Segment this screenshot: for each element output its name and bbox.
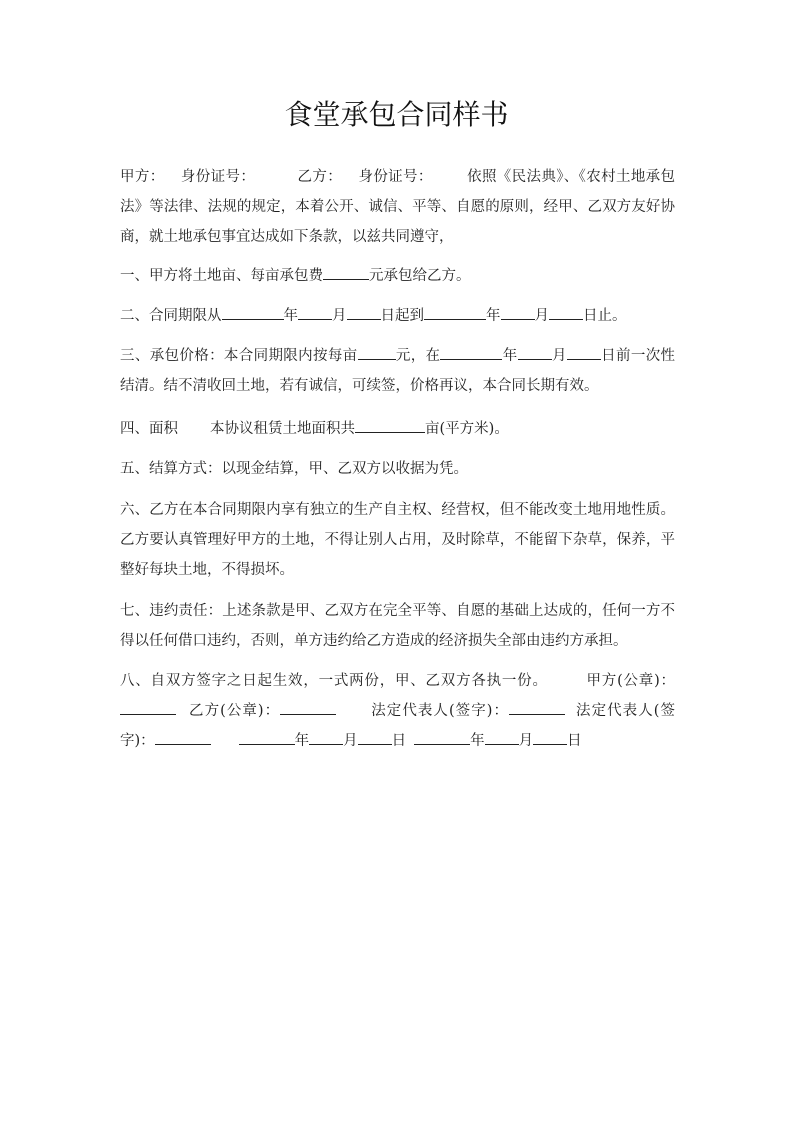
sign-b-year-label: 年 <box>470 733 485 749</box>
end-day-blank[interactable] <box>549 304 583 320</box>
clause-5 <box>120 454 675 484</box>
clause-6 <box>120 495 675 585</box>
end-year-label: 年 <box>486 308 501 324</box>
sign-b-year-blank[interactable] <box>414 729 470 745</box>
start-month-blank[interactable] <box>298 304 332 320</box>
start-year-blank[interactable] <box>222 304 284 320</box>
sign-a-year-blank[interactable] <box>239 729 295 745</box>
price-blank[interactable] <box>358 344 396 360</box>
intro-text: 依照《民法典》、《农村土地承包法》等法律、法规的规定，本着公开、诚信、平等、自愿的原则，经甲、乙双方友好协商，就土地承包事宜达成如下条款，以兹共同遵守， <box>120 169 676 245</box>
clause-2 <box>120 301 675 331</box>
clause-5-text: 五、结算方式：以现金结算，甲、乙双方以收据为凭。 <box>120 461 468 477</box>
sign-a-month-label: 月 <box>343 733 358 749</box>
intro-paragraph <box>120 162 675 252</box>
pay-year-label: 年 <box>502 348 518 364</box>
clause-4-text: 本协议租赁土地面积共 <box>210 421 355 437</box>
pay-day-blank[interactable] <box>567 344 601 360</box>
clause-7 <box>120 596 675 656</box>
end-month-label: 月 <box>534 308 549 324</box>
sign-a-day-label: 日 <box>391 733 407 749</box>
clause-3-prefix: 三、承包价格：本合同期限内按每亩 <box>120 348 358 364</box>
sign-b-month-label: 月 <box>518 733 534 749</box>
party-a-rep-label: 法定代表人(签字)： <box>370 703 509 719</box>
sign-b-day-blank[interactable] <box>533 729 567 745</box>
pay-month-blank[interactable] <box>518 344 552 360</box>
clause-8-text: 八、自双方签字之日起生效，一式两份，甲、乙双方各执一份。 <box>120 673 548 689</box>
document-title: 食堂承包合同样书 <box>284 98 509 131</box>
party-b-seal-blank[interactable] <box>280 699 336 715</box>
clause-3 <box>120 341 675 401</box>
sign-a-month-blank[interactable] <box>309 729 343 745</box>
start-day-blank[interactable] <box>347 304 381 320</box>
pay-month-label: 月 <box>551 348 567 364</box>
party-a-id-label: 身份证号： <box>180 169 256 185</box>
end-day-label: 日止。 <box>583 308 627 324</box>
start-day-label: 日起到 <box>380 308 424 324</box>
start-month-label: 月 <box>332 308 347 324</box>
party-a-seal-blank[interactable] <box>120 699 176 715</box>
area-blank[interactable] <box>355 417 425 433</box>
end-month-blank[interactable] <box>501 304 535 320</box>
party-a-label: 甲方： <box>120 169 165 185</box>
clause-2-prefix: 二、合同期限从 <box>120 308 222 324</box>
sign-a-year-label: 年 <box>294 733 310 749</box>
clause-3-yuan-at: 元，在 <box>395 348 441 364</box>
end-year-blank[interactable] <box>424 304 486 320</box>
sign-a-day-blank[interactable] <box>358 729 392 745</box>
clause-4 <box>120 414 675 444</box>
party-b-rep-blank[interactable] <box>155 729 211 745</box>
clause-4-prefix: 四、面积 <box>120 421 178 437</box>
clause-1-prefix: 一、甲方将土地亩、每亩承包费 <box>120 268 323 284</box>
party-b-id-label: 身份证号： <box>358 169 433 185</box>
fee-blank[interactable] <box>323 264 369 280</box>
start-year-label: 年 <box>283 308 298 324</box>
clause-3-suffix: 日前一次性结清。结不清收回土地，若有诚信，可续签，价格再议，本合同长期有效。 <box>120 348 676 394</box>
clause-1 <box>120 261 675 291</box>
clause-8 <box>120 666 675 756</box>
party-a-seal-label: 甲方(公章)： <box>585 673 675 689</box>
party-b-seal-label: 乙方(公章)： <box>188 703 281 719</box>
clause-1-suffix: 元承包给乙方。 <box>369 268 471 284</box>
sign-b-month-blank[interactable] <box>485 729 519 745</box>
pay-year-blank[interactable] <box>440 344 502 360</box>
clause-4-suffix: 亩(平方米)。 <box>425 421 509 437</box>
party-b-label: 乙方： <box>297 169 343 185</box>
party-a-rep-blank[interactable] <box>509 699 565 715</box>
party-b-rep-label: 法定代表人(签字)： <box>120 703 675 749</box>
sign-b-day-label: 日 <box>567 733 582 749</box>
clause-6-text: 六、乙方在本合同期限内享有独立的生产自主权、经营权，但不能改变土地用地性质。乙方要认真管理好甲方的土地，不得让别人占用，及时除草，不能留下杂草，保养，平整好每块土地，不得损坏。 <box>120 502 675 578</box>
clause-7-text: 七、违约责任：上述条款是甲、乙双方在完全平等、自愿的基础上达成的，任何一方不得以任何借口违约，否则，单方违约给乙方造成的经济损失全部由违约方承担。 <box>120 603 675 649</box>
